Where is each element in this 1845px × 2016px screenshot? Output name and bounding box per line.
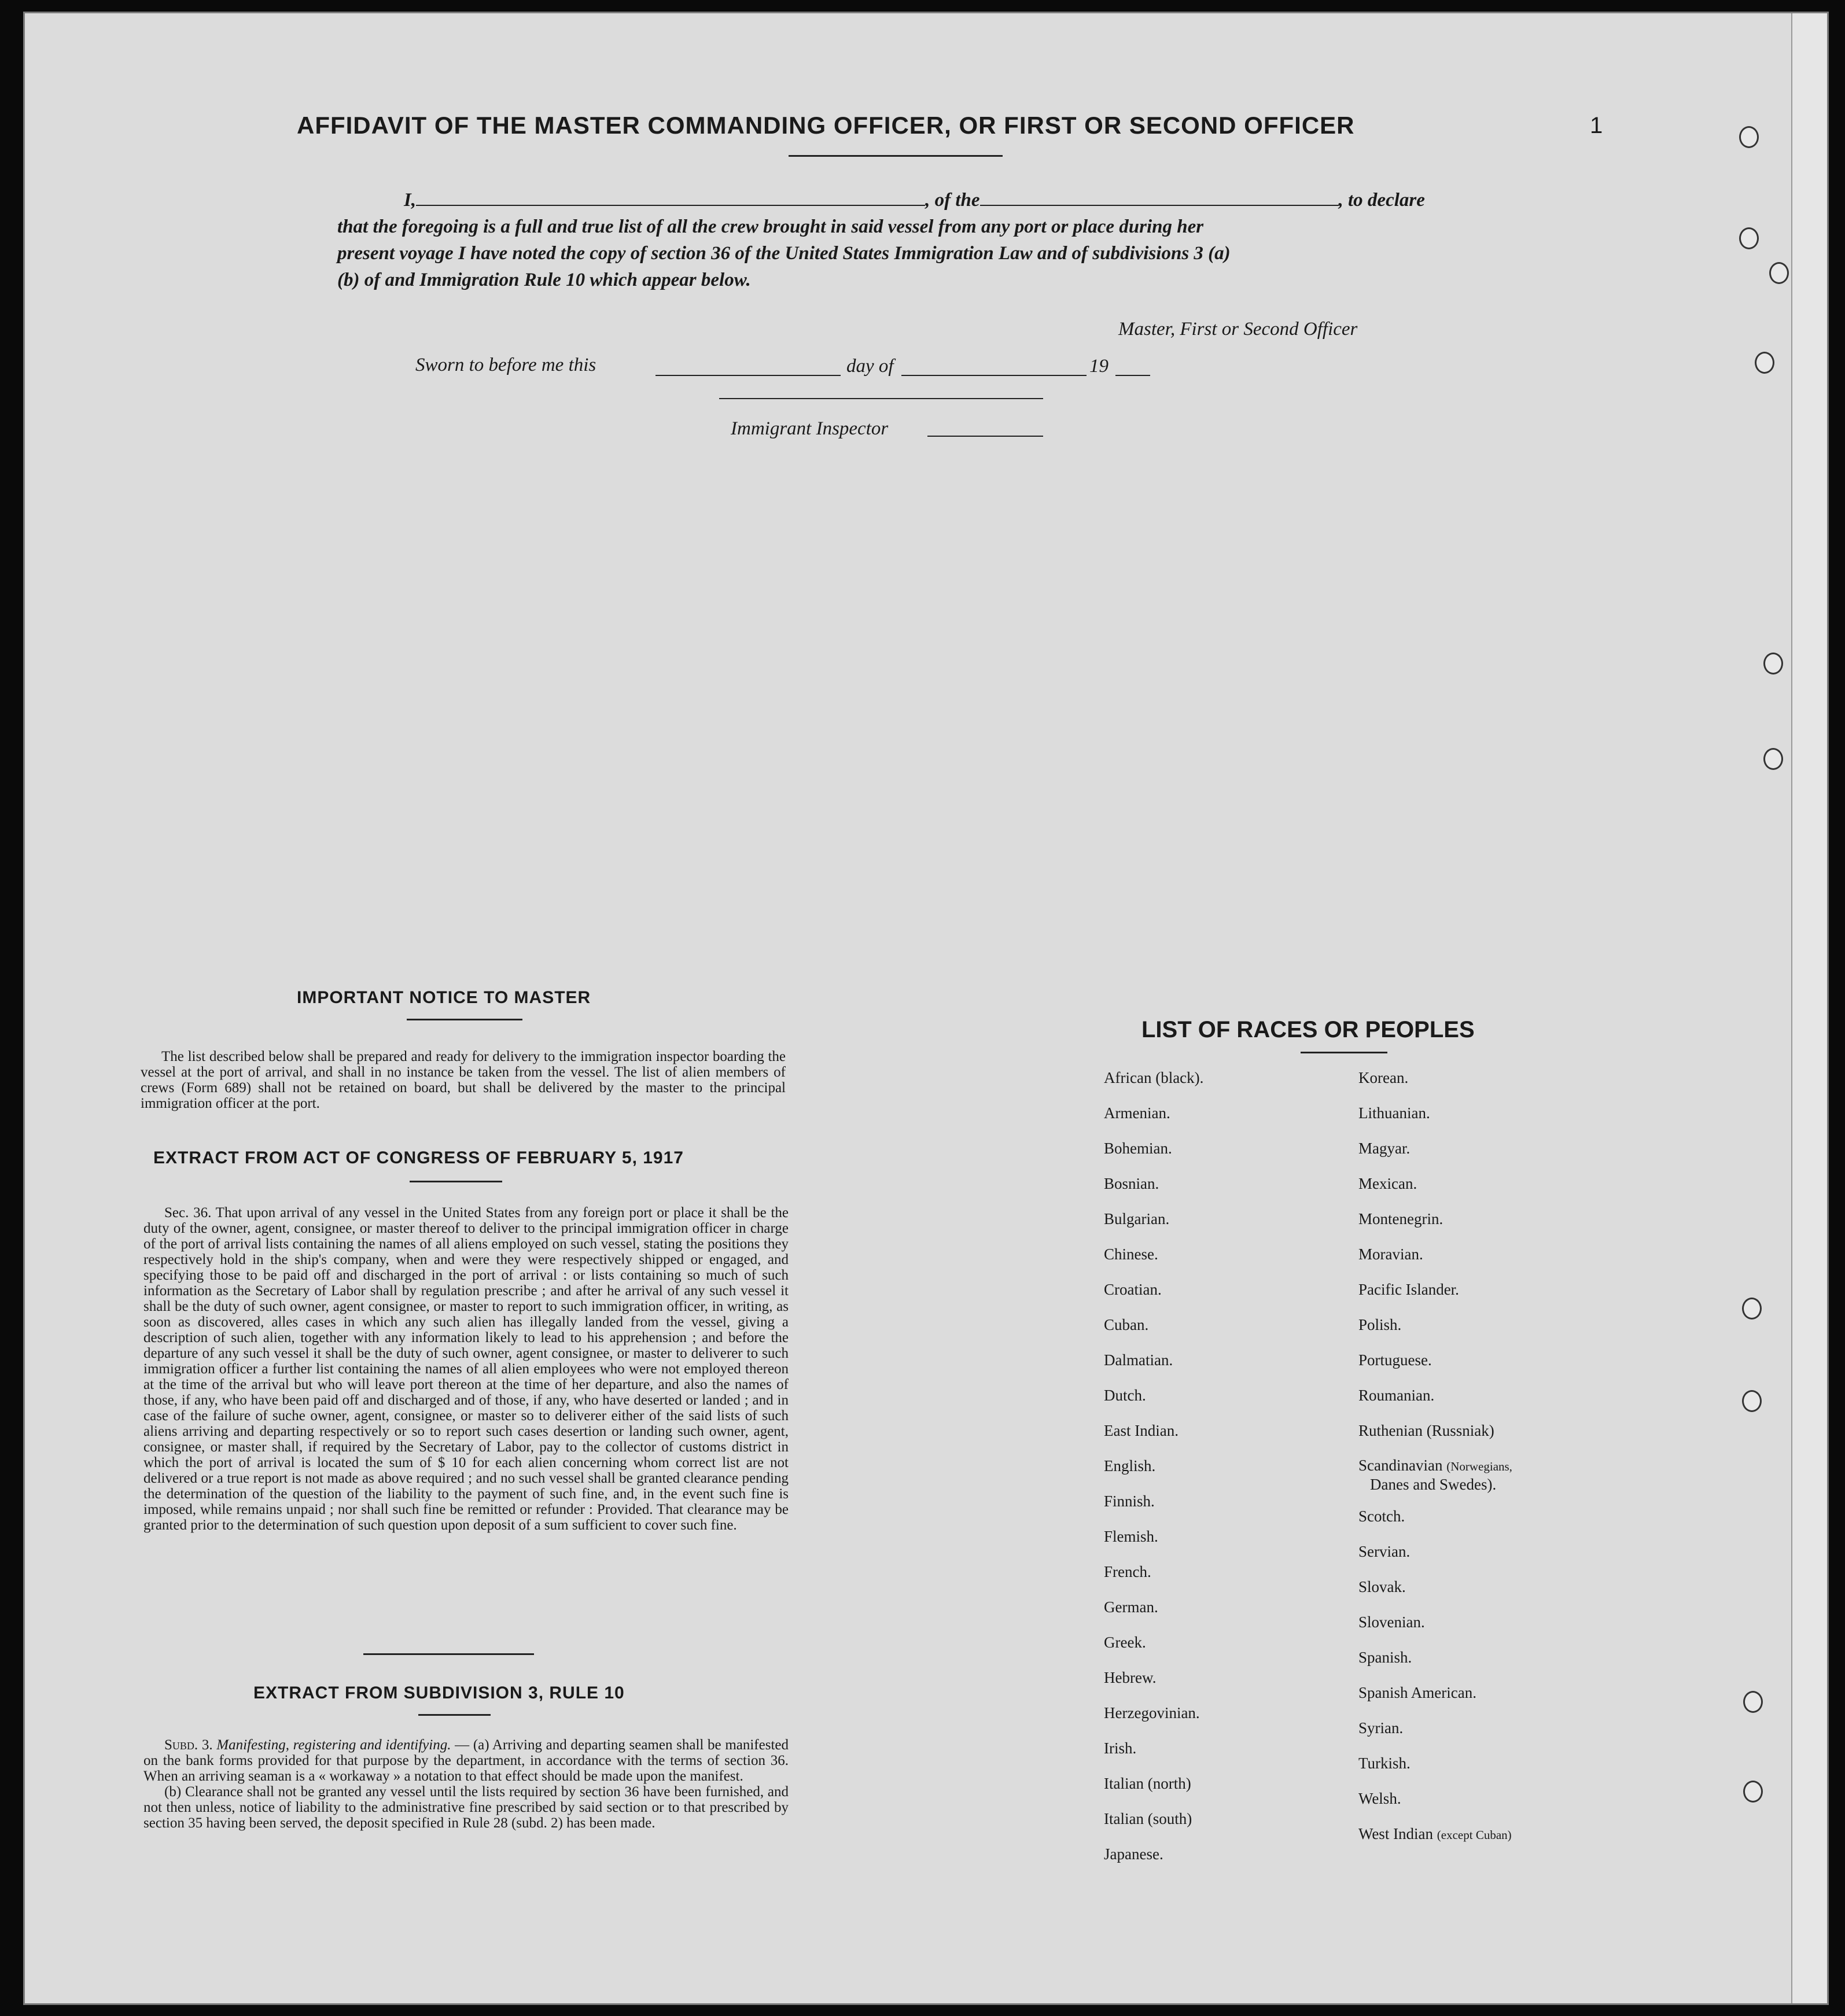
affidavit-line-4: (b) of and Immigration Rule 10 which appear below. <box>337 270 751 290</box>
binder-hole <box>1742 1298 1762 1320</box>
inspector-label: Immigrant Inspector <box>731 418 889 439</box>
race-item: German. <box>1104 1598 1158 1616</box>
binder-hole <box>1769 262 1789 284</box>
binder-hole <box>1743 1691 1763 1713</box>
race-item: Turkish. <box>1358 1755 1411 1772</box>
race-item: African (black). <box>1104 1069 1204 1086</box>
race-west-indian: West Indian <box>1358 1825 1434 1842</box>
inspector-blank <box>927 436 1043 437</box>
race-item: Greek. <box>1104 1634 1146 1651</box>
race-item: Korean. <box>1358 1069 1409 1086</box>
rule-rule <box>418 1714 491 1716</box>
race-west-indian-note: (except Cuban) <box>1437 1828 1512 1842</box>
inspector-signature-line <box>719 398 1043 399</box>
race-item: Ruthenian (Russniak) <box>1358 1422 1494 1439</box>
race-item: Polish. <box>1358 1316 1402 1333</box>
notice-text: The list described below shall be prepared and ready for delivery to the immigration inspector boarding the vessel at the port of arrival, and shall in no instance be taken from the vessel. The list of alien members of crews (Form 689) shall not be retained on board, but shall be delivered by the master to the principal immigration officer at the port. <box>141 1049 786 1111</box>
race-item: Syrian. <box>1358 1719 1404 1737</box>
race-item: Magyar. <box>1358 1140 1411 1157</box>
affidavit-line-3: present voyage I have noted the copy of section 36 of the United States Immigration Law and of subdivisions 3 (a) <box>337 243 1231 264</box>
act-end-rule <box>363 1653 534 1655</box>
race-scandinavian: Scandinavian <box>1358 1457 1443 1474</box>
race-item: Italian (south) <box>1104 1810 1192 1827</box>
para-a: — (a) Arriving and departing seamen shall be manifested on the bank forms provided for that purpose by the department, in accordance with the terms of section 36. When an arriving seaman is a « workaway » a notation to that effect should be made upon the manifest. <box>143 1737 789 1784</box>
month-blank <box>901 375 1087 376</box>
affidavit-title: AFFIDAVIT OF THE MASTER COMMANDING OFFICER, OR FIRST OR SECOND OFFICER <box>297 112 1355 139</box>
race-item: Italian (north) <box>1104 1775 1191 1792</box>
race-item: East Indian. <box>1104 1422 1179 1439</box>
page-mark: 1 <box>1590 113 1603 138</box>
notice-title: IMPORTANT NOTICE TO MASTER <box>297 988 591 1007</box>
races-right-column <box>1358 1060 1512 1852</box>
affidavit-line-2: that the foregoing is a full and true list of all the crew brought in said vessel from any port or place during her <box>337 216 1204 237</box>
race-item: Bosnian. <box>1104 1175 1159 1192</box>
races-rule <box>1301 1052 1387 1053</box>
race-item: Spanish American. <box>1358 1684 1476 1701</box>
race-item: Flemish. <box>1104 1528 1158 1545</box>
of-the-label: , of the <box>925 190 980 211</box>
race-item: Armenian. <box>1104 1104 1170 1122</box>
act-title: EXTRACT FROM ACT OF CONGRESS OF FEBRUARY 5, 1917 <box>153 1148 684 1167</box>
race-item: Bulgarian. <box>1104 1210 1170 1228</box>
subd-label: Subd. 3. <box>164 1737 213 1753</box>
binder-hole <box>1763 748 1783 770</box>
binder-hole <box>1742 1390 1762 1412</box>
race-item-scandinavian <box>1358 1449 1512 1475</box>
race-item: Croatian. <box>1104 1281 1162 1298</box>
race-item: Portuguese. <box>1358 1351 1432 1369</box>
race-item: Bohemian. <box>1104 1140 1172 1157</box>
race-item: Mexican. <box>1358 1175 1417 1192</box>
race-item: Montenegrin. <box>1358 1210 1443 1228</box>
day-of-label: day of <box>846 356 894 377</box>
to-declare-label: , to declare <box>1338 190 1425 211</box>
sworn-label: Sworn to before me this <box>415 355 596 375</box>
race-item: Chinese. <box>1104 1245 1158 1263</box>
para-b: (b) Clearance shall not be granted any vessel until the lists required by section 36 have been furnished, and not then unless, notice of liability to the administrative fine prescribed by said section or to that prescribed by section 35 having been served, the deposit specified in Rule 28 (subd. 2) has been made. <box>143 1784 789 1831</box>
race-item: Herzegovinian. <box>1104 1704 1200 1722</box>
race-item: Slovak. <box>1358 1578 1406 1595</box>
subd-heading: Manifesting, registering and identifying. <box>216 1737 451 1753</box>
rule-text <box>143 1737 789 1831</box>
race-item: Dutch. <box>1104 1387 1146 1404</box>
rule-title: EXTRACT FROM SUBDIVISION 3, RULE 10 <box>253 1683 625 1702</box>
signature-label: Master, First or Second Officer <box>1118 319 1358 340</box>
race-item: Cuban. <box>1104 1316 1149 1333</box>
race-item: Servian. <box>1358 1543 1411 1560</box>
race-item-west-indian <box>1358 1816 1512 1852</box>
act-text: Sec. 36. That upon arrival of any vessel in the United States from any foreign port or place it shall be the duty of the owner, agent, consignee, or master thereof to deliver to the principal immigration officer in charge of the port of arrival lists containing the names of all aliens employed on such vessel, stating the positions they respectively hold in the ship's company, when and were they were respectively shipped or engaged, and specifying those to be paid off and discharged in the port of arrival : or lists containing so much of such information as the Secretary of Labor shall by regulation prescribe ; and after he arrival of any such vessel it shall be the duty of such owner, agent consignee, or master to report to such immigration officer, in writing, as soon as discovered, alles cases in which any such alien has illegally landed from the vessel, giving a description of such alien, together with any information likely to lead to his apprehension ; and before the departure of any such vessel it shall be the duty of such owner, agent consignee, or master to deliverer to such immigration officer a further list containing the names of all alien employees who were not employed thereon at the time of the arrival but who will leave port thereon at the time of her departure, and also the names of those, if any, who have been paid off and discharged and of those, if any, who have deserted or landed ; and in case of the failure of suche owner, agent, consignee, or master so to deliverer either of the said lists of such aliens arriving and departing respectively or so to report such cases desertion or landing such owner, agent, consignee, or master shall, if required by the Secretary of Labor, pay to the collector of customs district in which the port of arrival is located the sum of $ 10 for each alien concerning whom correct list are not delivered or a true report is not made as above required ; and no such vessel shall be granted clearance pending the determination of the question of the liability to the payment of such fine, and, in the event such fine is imposed, while remains unpaid ; nor shall such fine be remitted or refunder : Provided. That clearance may be granted prior to the determination of such question upon deposit of a sum sufficient to cover such fine. <box>143 1205 789 1533</box>
races-left-column <box>1104 1060 1203 1872</box>
race-item: Irish. <box>1104 1739 1137 1757</box>
binder-hole <box>1739 227 1759 249</box>
binder-hole <box>1763 653 1783 675</box>
race-item: Spanish. <box>1358 1649 1412 1666</box>
race-item: Scotch. <box>1358 1508 1405 1525</box>
document-page <box>23 12 1829 2005</box>
vessel-blank <box>980 187 1339 206</box>
race-item: Moravian. <box>1358 1245 1423 1263</box>
year-blank <box>1115 375 1150 376</box>
race-item: Dalmatian. <box>1104 1351 1173 1369</box>
title-rule <box>789 155 1003 157</box>
race-item: Lithuanian. <box>1358 1104 1430 1122</box>
binder-hole <box>1755 352 1774 374</box>
races-title: LIST OF RACES OR PEOPLES <box>1141 1017 1475 1042</box>
race-item: English. <box>1104 1457 1156 1475</box>
binder-hole <box>1739 126 1759 148</box>
year-label: 19 <box>1089 356 1109 377</box>
i-label: I, <box>404 190 417 211</box>
race-item: Japanese. <box>1104 1845 1163 1863</box>
race-item: Welsh. <box>1358 1790 1401 1807</box>
name-blank <box>416 187 925 206</box>
race-item: Slovenian. <box>1358 1613 1425 1631</box>
page-edge <box>1791 13 1827 2003</box>
notice-rule <box>407 1019 522 1020</box>
race-item: Finnish. <box>1104 1492 1155 1510</box>
affidavit-line-1 <box>404 187 1425 213</box>
race-item: French. <box>1104 1563 1151 1580</box>
act-rule <box>410 1181 502 1182</box>
binder-hole <box>1743 1781 1763 1803</box>
race-item: Pacific Islander. <box>1358 1281 1459 1298</box>
race-scandinavian-line2: Danes and Swedes). <box>1370 1476 1497 1493</box>
sworn-blank <box>655 375 841 376</box>
race-scandinavian-note: (Norwegians, <box>1446 1460 1512 1473</box>
race-item: Roumanian. <box>1358 1387 1435 1404</box>
race-item: Hebrew. <box>1104 1669 1157 1686</box>
